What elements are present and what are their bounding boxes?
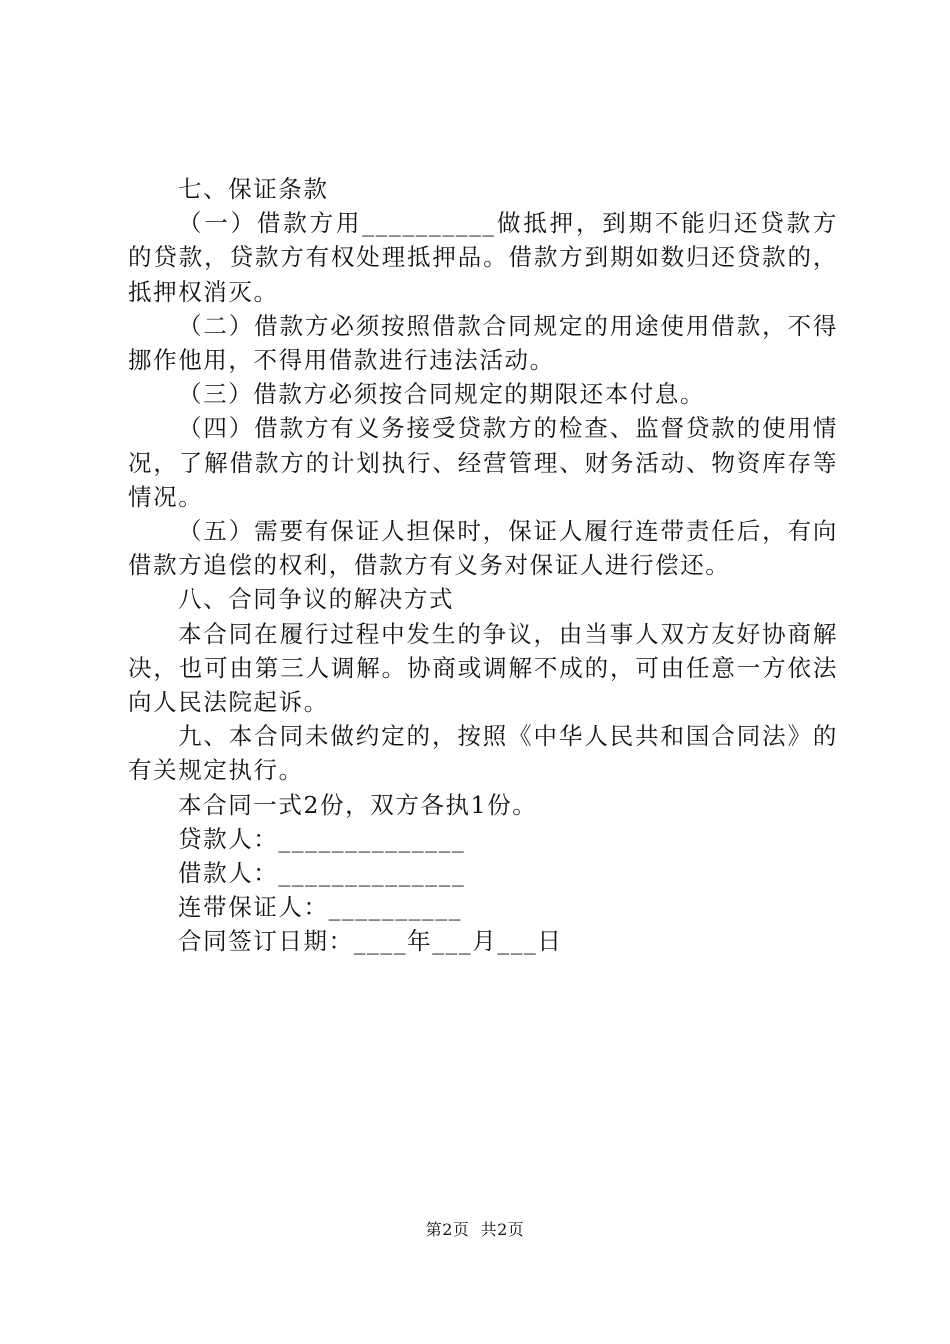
guarantor-signature-line: 连带保证人：__________: [178, 893, 463, 922]
borrower-signature-line: 借款人：______________: [178, 859, 466, 888]
document-body: [128, 172, 838, 959]
clause-2-loan-use: （二）借款方必须按照借款合同规定的用途使用借款，不得挪作他用，不得用借款进行违法活动。: [128, 311, 838, 375]
signing-date-line: 合同签订日期：____年___月___日: [178, 927, 563, 956]
dispute-resolution-paragraph: 本合同在履行过程中发生的争议，由当事人双方友好协商解决，也可由第三人调解。协商或调解不成的，可由任意一方依法向人民法院起诉。: [128, 619, 838, 717]
clause-4-supervision: （四）借款方有义务接受贷款方的检查、监督贷款的使用情况，了解借款方的计划执行、经营管理、财务活动、物资库存等情况。: [128, 414, 838, 511]
section-heading-other: 九、本合同未做约定的，按照《中华人民共和国合同法》的有关规定执行。: [128, 722, 838, 785]
clause-5-guarantor: （五）需要有保证人担保时，保证人履行连带责任后，有向借款方追偿的权利，借款方有义务对保证人进行偿还。: [128, 517, 838, 580]
clause-3-repayment: （三）借款方必须按合同规定的期限还本付息。: [178, 380, 706, 409]
lender-signature-line: 贷款人：______________: [178, 824, 466, 853]
section-heading-guarantee: 七、保证条款: [178, 175, 329, 203]
copies-statement: 本合同一式2份，双方各执1份。: [178, 790, 538, 819]
section-heading-dispute: 八、合同争议的解决方式: [178, 585, 455, 614]
clause-1-collateral: （一）借款方用__________做抵押，到期不能归还贷款方的贷款，贷款方有权处理抵押品。借款方到期如数归还贷款的，抵押权消灭。: [128, 209, 838, 306]
page-number-footer: 第2页 共2页: [425, 1220, 525, 1239]
